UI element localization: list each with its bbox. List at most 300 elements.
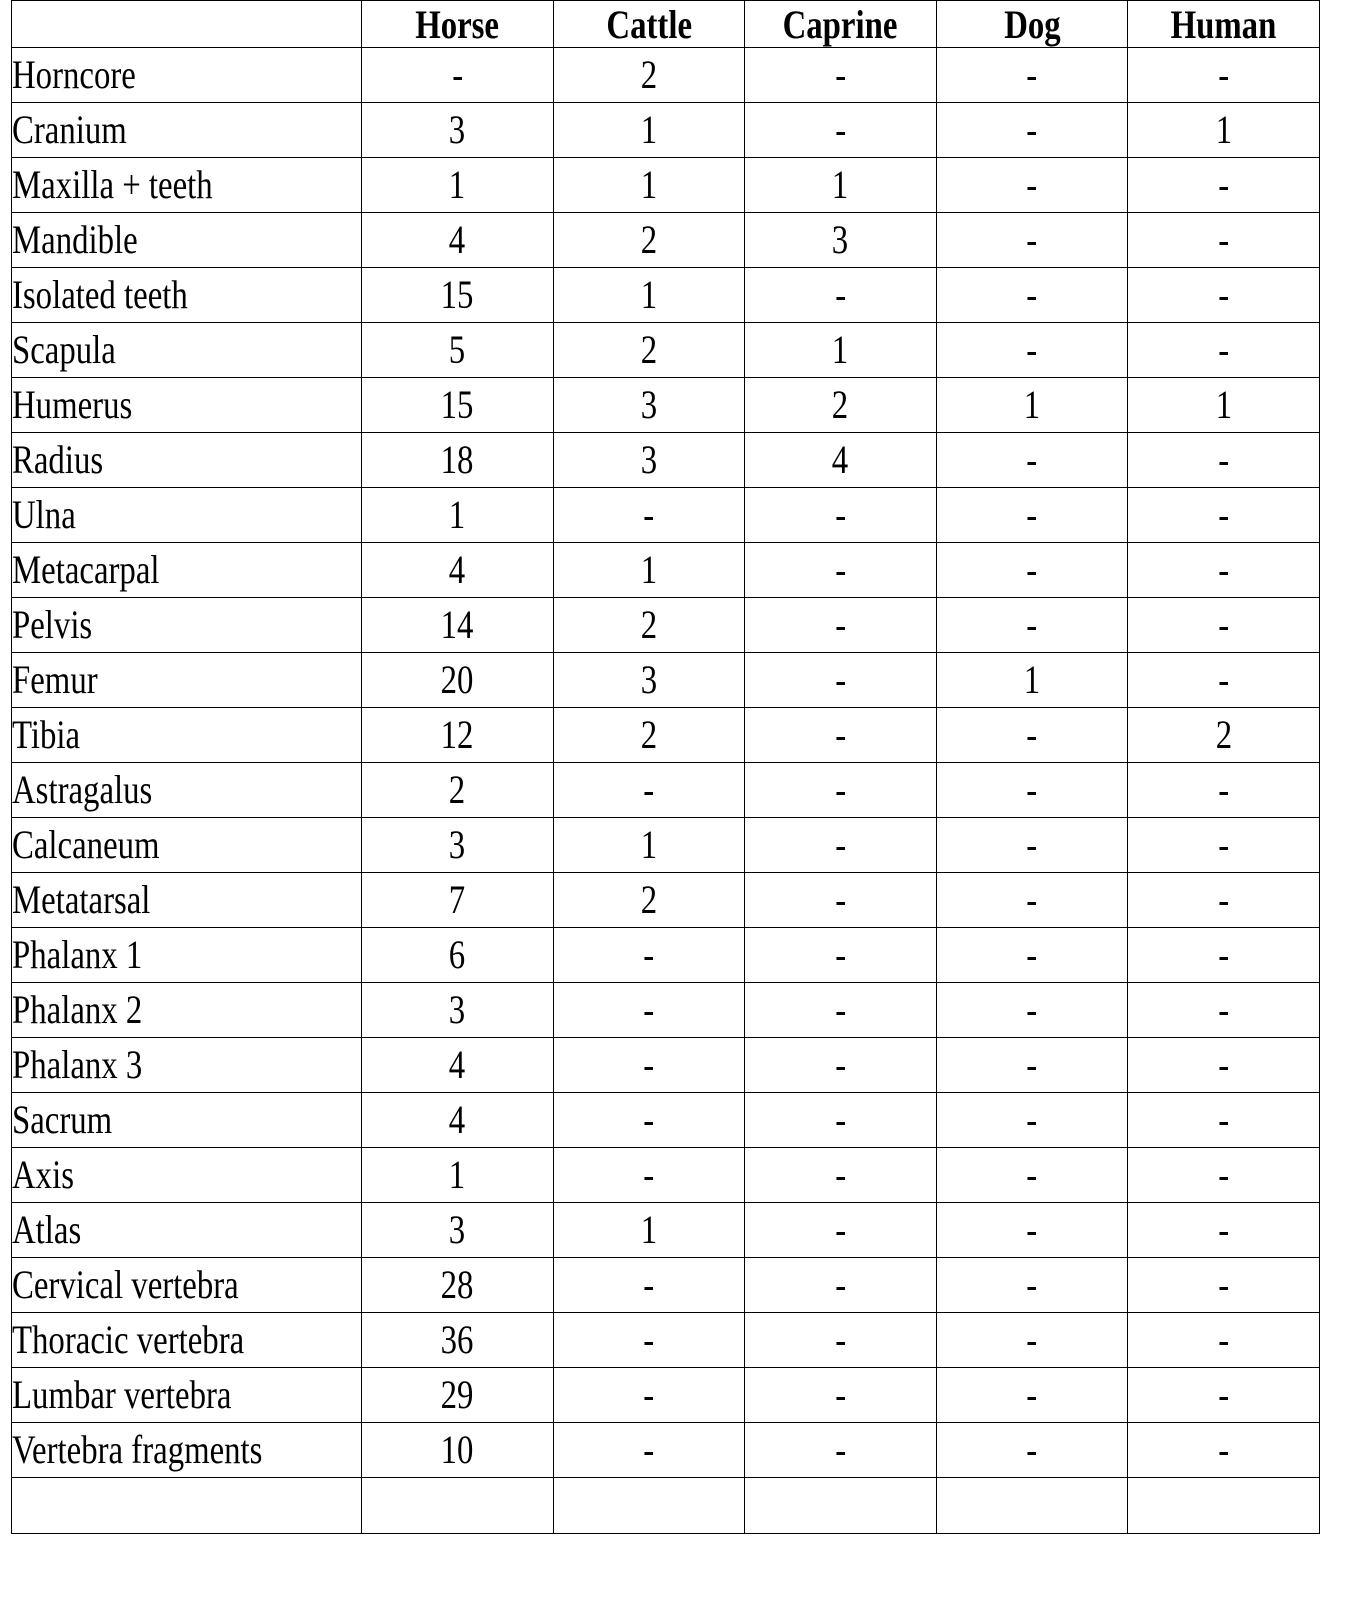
cell-caprine — [745, 873, 937, 928]
table-row — [12, 653, 1320, 708]
row-label-text: Pelvis — [12, 602, 93, 647]
cell-caprine — [745, 598, 937, 653]
row-label-text: Radius — [12, 437, 104, 482]
cell-value: - — [1026, 932, 1038, 977]
cell-value: 1 — [1023, 382, 1041, 427]
cell-caprine — [745, 1423, 937, 1478]
corner-cell — [12, 1, 362, 48]
row-label — [12, 873, 362, 928]
cell-value: - — [1026, 327, 1038, 372]
cell-value: 1 — [1023, 657, 1041, 702]
cell-horse — [362, 1093, 554, 1148]
cell-caprine — [745, 983, 937, 1038]
cell-value: 3 — [640, 382, 658, 427]
table-row — [12, 1478, 1320, 1534]
cell-human — [1128, 323, 1320, 378]
cell-human — [1128, 378, 1320, 433]
cell-human — [1128, 983, 1320, 1038]
cell-value: 3 — [640, 437, 658, 482]
cell-value: 3 — [832, 217, 849, 262]
cell-value: 1 — [832, 162, 849, 207]
cell-cattle — [553, 1258, 745, 1313]
cell-horse — [362, 1203, 554, 1258]
cell-value: - — [643, 1042, 655, 1087]
cell-dog — [936, 48, 1128, 103]
cell-cattle — [553, 873, 745, 928]
cell-value: - — [1026, 1372, 1038, 1417]
cell-value: - — [835, 1427, 846, 1472]
cell-value: 1 — [640, 162, 658, 207]
header-row — [12, 1, 1320, 48]
cell-value: - — [1218, 437, 1230, 482]
row-label — [12, 1038, 362, 1093]
cell-value: - — [835, 1317, 846, 1362]
cell-caprine — [745, 543, 937, 598]
cell-value: - — [1026, 492, 1038, 537]
cell-human — [1128, 818, 1320, 873]
cell-horse — [362, 708, 554, 763]
row-label-text: Phalanx 3 — [12, 1042, 143, 1087]
cell-human — [1128, 1093, 1320, 1148]
cell-horse — [362, 1368, 554, 1423]
row-label — [12, 213, 362, 268]
cell-human — [1128, 928, 1320, 983]
cell-value: - — [1218, 932, 1230, 977]
cell-value: 2 — [640, 217, 658, 262]
cell-value: 6 — [449, 932, 466, 977]
cell-horse — [362, 763, 554, 818]
table-row — [12, 873, 1320, 928]
row-label-text: Humerus — [12, 382, 133, 427]
cell-value: 4 — [449, 547, 466, 592]
column-header-dog: Dog — [936, 1, 1128, 48]
cell-dog — [936, 873, 1128, 928]
cell-value: 1 — [1215, 107, 1232, 152]
table-row — [12, 763, 1320, 818]
cell-value: - — [1026, 1207, 1038, 1252]
cell-value: - — [1026, 1097, 1038, 1142]
cell-value: - — [1218, 1262, 1230, 1307]
cell-value: 4 — [449, 1097, 466, 1142]
cell-value: - — [1218, 657, 1230, 702]
cell-horse — [362, 873, 554, 928]
row-label-text: Thoracic vertebra — [12, 1317, 245, 1362]
cell-value: - — [835, 1207, 846, 1252]
cell-caprine — [745, 103, 937, 158]
table-row — [12, 1313, 1320, 1368]
row-label — [12, 268, 362, 323]
cell-value: - — [1218, 1427, 1230, 1472]
cell-value: - — [1026, 1262, 1038, 1307]
cell-horse — [362, 1478, 554, 1534]
cell-value: - — [643, 1262, 655, 1307]
row-label — [12, 983, 362, 1038]
cell-caprine — [745, 818, 937, 873]
row-label-text: Phalanx 1 — [12, 932, 143, 977]
table-row — [12, 268, 1320, 323]
cell-human — [1128, 598, 1320, 653]
cell-value: - — [835, 272, 846, 317]
cell-cattle — [553, 598, 745, 653]
table-row — [12, 818, 1320, 873]
cell-value: - — [1026, 162, 1038, 207]
cell-value: - — [1218, 1097, 1230, 1142]
cell-value: - — [643, 987, 655, 1032]
cell-horse — [362, 268, 554, 323]
cell-dog — [936, 598, 1128, 653]
cell-value: 7 — [449, 877, 466, 922]
row-label-text: Femur — [12, 657, 98, 702]
cell-value: - — [1218, 1372, 1230, 1417]
cell-value: 1 — [1215, 382, 1232, 427]
cell-human — [1128, 1203, 1320, 1258]
cell-value: - — [835, 822, 846, 867]
cell-caprine — [745, 653, 937, 708]
cell-value: 14 — [440, 602, 474, 647]
row-label — [12, 323, 362, 378]
cell-caprine — [745, 323, 937, 378]
cell-value: 2 — [640, 877, 658, 922]
cell-cattle — [553, 1423, 745, 1478]
table-row — [12, 598, 1320, 653]
cell-value: - — [835, 1097, 846, 1142]
cell-value: - — [1026, 602, 1038, 647]
cell-human — [1128, 158, 1320, 213]
cell-horse — [362, 1148, 554, 1203]
table-row — [12, 48, 1320, 103]
cell-value: 20 — [440, 657, 474, 702]
cell-value: - — [835, 987, 846, 1032]
cell-value: - — [1218, 272, 1230, 317]
cell-value: - — [835, 602, 846, 647]
table-row — [12, 1423, 1320, 1478]
cell-horse — [362, 103, 554, 158]
row-label-text: Ulna — [12, 492, 76, 537]
cell-value: - — [835, 877, 846, 922]
cell-value: 2 — [640, 602, 658, 647]
cell-value: 1 — [640, 822, 658, 867]
cell-value: - — [643, 1427, 655, 1472]
cell-horse — [362, 1423, 554, 1478]
cell-value: 2 — [640, 712, 658, 757]
cell-cattle — [553, 488, 745, 543]
row-label-text: Scapula — [12, 327, 116, 372]
table-row — [12, 103, 1320, 158]
cell-dog — [936, 1148, 1128, 1203]
cell-value: - — [643, 492, 655, 537]
cell-value: - — [1218, 1042, 1230, 1087]
cell-value: - — [835, 107, 846, 152]
cell-value: 1 — [640, 107, 658, 152]
cell-cattle — [553, 818, 745, 873]
cell-dog — [936, 1258, 1128, 1313]
row-label-text: Tibia — [12, 712, 81, 757]
cell-horse — [362, 378, 554, 433]
row-label-text: Mandible — [12, 217, 138, 262]
cell-value: 4 — [832, 437, 849, 482]
cell-human — [1128, 1423, 1320, 1478]
row-label-text: Sacrum — [12, 1097, 113, 1142]
cell-caprine — [745, 708, 937, 763]
cell-dog — [936, 378, 1128, 433]
cell-human — [1128, 1313, 1320, 1368]
cell-value: 4 — [449, 1042, 466, 1087]
cell-value: 3 — [449, 1207, 466, 1252]
cell-value: - — [1026, 1427, 1038, 1472]
cell-cattle — [553, 1368, 745, 1423]
cell-value: 1 — [449, 162, 466, 207]
row-label — [12, 1478, 362, 1534]
cell-value: - — [835, 547, 846, 592]
cell-caprine — [745, 1203, 937, 1258]
cell-value: - — [835, 712, 846, 757]
cell-value: 10 — [440, 1427, 474, 1472]
cell-horse — [362, 543, 554, 598]
cell-value: - — [1026, 767, 1038, 812]
cell-human — [1128, 763, 1320, 818]
row-label-text: Astragalus — [12, 767, 153, 812]
cell-value: - — [835, 767, 846, 812]
table-row — [12, 543, 1320, 598]
row-label — [12, 653, 362, 708]
cell-dog — [936, 1478, 1128, 1534]
cell-value: 3 — [449, 822, 466, 867]
cell-horse — [362, 1038, 554, 1093]
cell-value: 3 — [449, 987, 466, 1032]
row-label — [12, 543, 362, 598]
cell-dog — [936, 1093, 1128, 1148]
cell-cattle — [553, 708, 745, 763]
cell-value: - — [1026, 1317, 1038, 1362]
cell-value: - — [1026, 107, 1038, 152]
row-label-text: Metacarpal — [12, 547, 160, 592]
cell-value: 15 — [440, 272, 474, 317]
row-label — [12, 1203, 362, 1258]
cell-value: - — [835, 52, 846, 97]
row-label-text: Atlas — [12, 1207, 82, 1252]
cell-value: 2 — [449, 767, 466, 812]
cell-value: - — [1218, 767, 1230, 812]
cell-value: 2 — [832, 382, 849, 427]
cell-value: 4 — [449, 217, 466, 262]
row-label — [12, 488, 362, 543]
table-row — [12, 433, 1320, 488]
cell-dog — [936, 928, 1128, 983]
cell-dog — [936, 1423, 1128, 1478]
row-label — [12, 103, 362, 158]
cell-value: - — [1026, 712, 1038, 757]
cell-horse — [362, 433, 554, 488]
cell-cattle — [553, 1478, 745, 1534]
cell-value: 12 — [440, 712, 474, 757]
cell-cattle — [553, 1148, 745, 1203]
cell-horse — [362, 598, 554, 653]
cell-value: - — [1026, 1042, 1038, 1087]
cell-value: 28 — [440, 1262, 474, 1307]
cell-horse — [362, 1313, 554, 1368]
cell-cattle — [553, 1038, 745, 1093]
cell-cattle — [553, 433, 745, 488]
row-label — [12, 48, 362, 103]
cell-value: 2 — [640, 52, 658, 97]
column-header-horse: Horse — [362, 1, 554, 48]
cell-dog — [936, 1203, 1128, 1258]
cell-value: - — [1218, 492, 1230, 537]
row-label — [12, 433, 362, 488]
table-row — [12, 708, 1320, 763]
cell-cattle — [553, 1093, 745, 1148]
row-label-text: Cranium — [12, 107, 127, 152]
cell-value: - — [835, 1152, 846, 1197]
cell-value: 1 — [640, 1207, 658, 1252]
cell-caprine — [745, 158, 937, 213]
row-label — [12, 598, 362, 653]
cell-value: - — [643, 767, 655, 812]
cell-dog — [936, 708, 1128, 763]
row-label — [12, 158, 362, 213]
cell-caprine — [745, 268, 937, 323]
cell-value: 1 — [640, 547, 658, 592]
cell-value: - — [1026, 547, 1038, 592]
cell-value: 2 — [640, 327, 658, 372]
column-header-human: Human — [1128, 1, 1320, 48]
cell-human — [1128, 1258, 1320, 1313]
cell-horse — [362, 653, 554, 708]
cell-cattle — [553, 543, 745, 598]
cell-dog — [936, 213, 1128, 268]
cell-cattle — [553, 653, 745, 708]
row-label-text: Metatarsal — [12, 877, 151, 922]
cell-value: - — [1026, 217, 1038, 262]
cell-value: 36 — [440, 1317, 474, 1362]
row-label — [12, 1368, 362, 1423]
cell-dog — [936, 653, 1128, 708]
cell-horse — [362, 488, 554, 543]
row-label — [12, 1093, 362, 1148]
cell-human — [1128, 488, 1320, 543]
cell-caprine — [745, 48, 937, 103]
cell-value: 3 — [640, 657, 658, 702]
row-label-text: Horncore — [12, 52, 136, 97]
cell-cattle — [553, 928, 745, 983]
cell-caprine — [745, 1313, 937, 1368]
cell-dog — [936, 983, 1128, 1038]
cell-value: - — [835, 492, 846, 537]
cell-dog — [936, 1038, 1128, 1093]
cell-horse — [362, 928, 554, 983]
cell-value: - — [1218, 602, 1230, 647]
cell-value: - — [1218, 1207, 1230, 1252]
cell-value: - — [835, 1262, 846, 1307]
cell-horse — [362, 48, 554, 103]
row-label-text: Phalanx 2 — [12, 987, 143, 1032]
cell-value: - — [1218, 822, 1230, 867]
cell-value: - — [835, 1372, 846, 1417]
cell-value: 1 — [449, 1152, 466, 1197]
cell-dog — [936, 268, 1128, 323]
cell-horse — [362, 1258, 554, 1313]
cell-cattle — [553, 1203, 745, 1258]
cell-dog — [936, 1368, 1128, 1423]
table-row — [12, 378, 1320, 433]
cell-value: 5 — [449, 327, 466, 372]
row-label-text: Vertebra fragments — [12, 1427, 263, 1472]
row-label — [12, 1423, 362, 1478]
table-row — [12, 323, 1320, 378]
cell-value: - — [643, 932, 655, 977]
cell-value: - — [1218, 52, 1230, 97]
row-label — [12, 818, 362, 873]
table-row — [12, 1258, 1320, 1313]
cell-human — [1128, 48, 1320, 103]
cell-value: - — [1218, 1317, 1230, 1362]
cell-caprine — [745, 433, 937, 488]
cell-value: 3 — [449, 107, 466, 152]
row-label — [12, 1258, 362, 1313]
cell-dog — [936, 488, 1128, 543]
cell-value: 29 — [440, 1372, 474, 1417]
cell-cattle — [553, 378, 745, 433]
cell-value: - — [643, 1372, 655, 1417]
cell-value: 1 — [449, 492, 466, 537]
cell-value: - — [643, 1317, 655, 1362]
cell-value: - — [835, 932, 846, 977]
cell-value: - — [1218, 217, 1230, 262]
cell-horse — [362, 983, 554, 1038]
cell-human — [1128, 1148, 1320, 1203]
table-row — [12, 983, 1320, 1038]
cell-human — [1128, 1478, 1320, 1534]
cell-caprine — [745, 378, 937, 433]
cell-human — [1128, 543, 1320, 598]
cell-caprine — [745, 1478, 937, 1534]
cell-cattle — [553, 158, 745, 213]
cell-value: - — [1026, 987, 1038, 1032]
cell-horse — [362, 158, 554, 213]
cell-caprine — [745, 763, 937, 818]
row-label — [12, 763, 362, 818]
cell-dog — [936, 158, 1128, 213]
cell-value: - — [1218, 987, 1230, 1032]
row-label-text: Calcaneum — [12, 822, 160, 867]
row-label-text: Cervical vertebra — [12, 1262, 239, 1307]
cell-value: - — [1218, 327, 1230, 372]
cell-human — [1128, 213, 1320, 268]
table-row — [12, 1368, 1320, 1423]
cell-value: - — [835, 657, 846, 702]
cell-value: - — [1218, 877, 1230, 922]
table-row — [12, 928, 1320, 983]
cell-dog — [936, 1313, 1128, 1368]
cell-dog — [936, 323, 1128, 378]
cell-value: - — [1218, 547, 1230, 592]
cell-value: 1 — [832, 327, 849, 372]
cell-cattle — [553, 48, 745, 103]
table-row — [12, 158, 1320, 213]
cell-human — [1128, 1368, 1320, 1423]
table-row — [12, 1038, 1320, 1093]
cell-value: 1 — [640, 272, 658, 317]
cell-cattle — [553, 213, 745, 268]
column-header-cattle: Cattle — [553, 1, 745, 48]
cell-cattle — [553, 323, 745, 378]
cell-human — [1128, 268, 1320, 323]
cell-horse — [362, 323, 554, 378]
cell-caprine — [745, 1148, 937, 1203]
cell-value: 2 — [1215, 712, 1232, 757]
cell-human — [1128, 1038, 1320, 1093]
bone-count-table — [11, 0, 1320, 1534]
